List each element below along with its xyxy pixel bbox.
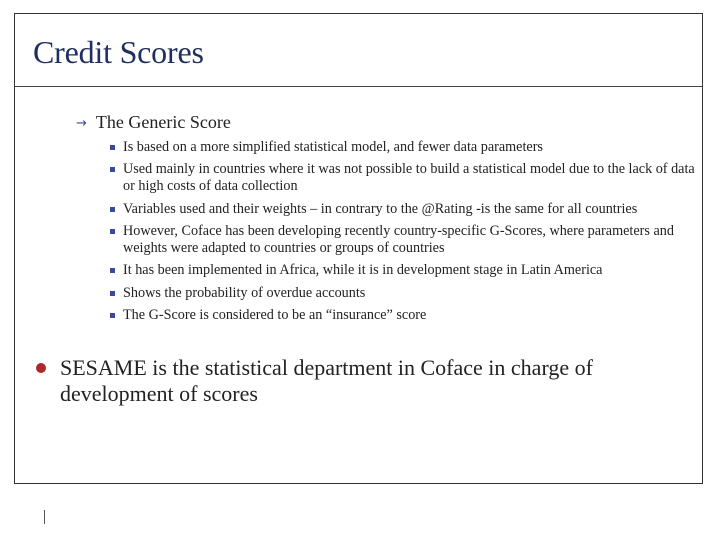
- bullet-list: [110, 139, 695, 329]
- square-bullet-icon: [110, 167, 115, 172]
- bullet-text: Variables used and their weights – in contrary to the @Rating -is the same for all countries: [123, 200, 638, 217]
- footer-divider: [44, 510, 45, 524]
- list-item: [110, 285, 695, 302]
- square-bullet-icon: [110, 313, 115, 318]
- bullet-text: It has been implemented in Africa, while it is in development stage in Latin America: [123, 262, 603, 279]
- list-item: [110, 307, 695, 324]
- list-item: [110, 201, 695, 218]
- bullet-text: The G-Score is considered to be an “insurance” score: [123, 306, 427, 323]
- bullet-text: Shows the probability of overdue accounts: [123, 284, 366, 301]
- round-bullet-icon: [36, 363, 46, 373]
- slide-title: Credit Scores: [33, 34, 204, 70]
- list-item: [110, 161, 695, 195]
- bullet-text: However, Coface has been developing recently country-specific G-Scores, where parameters and weights were adapted to countries or groups of countries: [123, 222, 674, 256]
- square-bullet-icon: [110, 145, 115, 150]
- sub-heading: [76, 112, 231, 133]
- bullet-text: Used mainly in countries where it was not possible to build a statistical model due to the lack of data or high costs of data collection: [123, 161, 695, 195]
- title-divider: [15, 86, 702, 87]
- sub-heading-text: The Generic Score: [95, 112, 231, 132]
- square-bullet-icon: [110, 291, 115, 296]
- main-point-text: SESAME is the statistical department in Coface in charge of development of scores: [60, 355, 593, 406]
- square-bullet-icon: [110, 268, 115, 273]
- arrow-right-icon: →: [76, 116, 87, 131]
- square-bullet-icon: [110, 207, 115, 212]
- list-item: [110, 139, 695, 156]
- main-point: [36, 355, 696, 407]
- bullet-text: Is based on a more simplified statistical model, and fewer data parameters: [123, 139, 543, 155]
- list-item: [110, 262, 695, 279]
- square-bullet-icon: [110, 229, 115, 234]
- list-item: [110, 223, 695, 257]
